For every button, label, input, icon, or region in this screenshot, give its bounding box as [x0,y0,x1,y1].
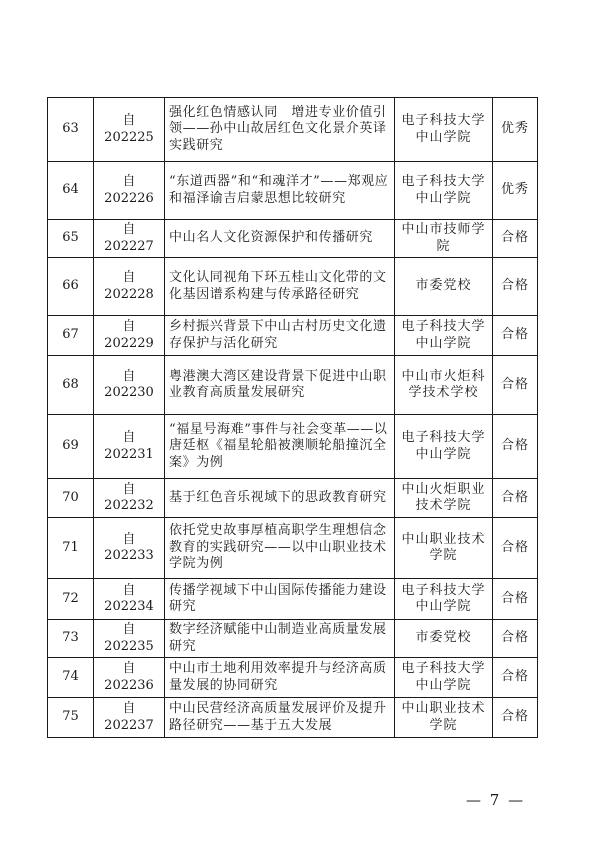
institution: 中山职业技术学院 [395,698,493,738]
grade: 合格 [493,518,538,579]
grade: 合格 [493,479,538,518]
institution: 中山职业技术学院 [395,518,493,579]
row-number: 73 [48,620,94,658]
row-number: 66 [48,258,94,316]
code-prefix: 自 [122,531,136,547]
code-number: 202232 [104,498,154,513]
code-number: 202235 [104,638,154,654]
project-code [94,698,165,738]
results-table-body [48,98,538,738]
table-row [48,220,538,258]
code-number: 202231 [104,446,154,462]
institution: 电子科技大学中山学院 [395,415,493,479]
project-code [94,98,165,162]
project-code [94,356,165,415]
code-prefix: 自 [122,481,136,497]
page-number: — 7 — [466,791,526,809]
row-number: 69 [48,415,94,479]
code-prefix: 自 [122,368,136,384]
project-title: 传播学视域下中山国际传播能力建设研究 [165,579,395,620]
row-number: 70 [48,479,94,518]
grade: 合格 [493,220,538,258]
table-row [48,258,538,316]
table-row [48,479,538,518]
grade: 合格 [493,258,538,316]
code-number: 202233 [104,548,154,563]
code-number: 202229 [104,335,154,351]
code-prefix: 自 [122,222,136,237]
code-prefix: 自 [122,319,136,334]
row-number: 63 [48,98,94,162]
grade: 优秀 [493,98,538,162]
table-row [48,415,538,479]
code-number: 202236 [104,677,154,693]
project-code [94,620,165,658]
code-number: 202230 [104,385,154,400]
code-prefix: 自 [122,270,136,285]
project-title: 文化认同视角下环五桂山文化带的文化基因谱系构建与传承路径研究 [165,258,395,316]
grade: 合格 [493,579,538,620]
code-prefix: 自 [122,661,136,676]
institution: 中山市技师学院 [395,220,493,258]
project-title: 数字经济赋能中山制造业高质量发展研究 [165,620,395,658]
row-number: 74 [48,658,94,698]
row-number: 72 [48,579,94,620]
institution: 电子科技大学中山学院 [395,162,493,220]
table-row [48,698,538,738]
code-prefix: 自 [122,113,136,128]
project-title: “福星号海难”事件与社会变革——以唐廷枢《福星轮船被澳顺轮船撞沉全案》为例 [165,415,395,479]
project-code [94,220,165,258]
code-number: 202234 [104,599,154,614]
grade: 合格 [493,658,538,698]
table-row [48,98,538,162]
grade: 合格 [493,620,538,658]
row-number: 75 [48,698,94,738]
project-title: 依托党史故事厚植高职学生理想信念教育的实践研究——以中山职业技术学院为例 [165,518,395,579]
grade: 合格 [493,356,538,415]
table-row [48,579,538,620]
institution: 市委党校 [395,258,493,316]
project-code [94,479,165,518]
project-code [94,258,165,316]
institution: 电子科技大学中山学院 [395,658,493,698]
grade: 合格 [493,415,538,479]
row-number: 64 [48,162,94,220]
project-code [94,415,165,479]
code-number: 202237 [104,717,154,733]
project-title: 中山市土地利用效率提升与经济高质量发展的协同研究 [165,658,395,698]
table-row [48,162,538,220]
row-number: 68 [48,356,94,415]
code-prefix: 自 [122,430,136,445]
table-row [48,620,538,658]
row-number: 67 [48,316,94,356]
grade: 合格 [493,698,538,738]
project-title: “东道西器”和“和魂洋才”——郑观应和福泽谕吉启蒙思想比较研究 [165,162,395,220]
results-table [47,97,538,738]
institution: 中山火炬职业技术学院 [395,479,493,518]
project-title: 强化红色情感认同 增进专业价值引领——孙中山故居红色文化景介英译实践研究 [165,98,395,162]
code-number: 202225 [104,129,154,145]
institution: 中山市火炬科学技术学校 [395,356,493,415]
code-number: 202226 [104,190,154,206]
institution: 市委党校 [395,620,493,658]
code-prefix: 自 [122,622,136,637]
code-number: 202227 [104,238,154,254]
table-row [48,658,538,698]
project-code [94,658,165,698]
table-row [48,316,538,356]
project-title: 中山名人文化资源保护和传播研究 [165,220,395,258]
project-code [94,316,165,356]
institution: 电子科技大学中山学院 [395,316,493,356]
institution: 电子科技大学中山学院 [395,98,493,162]
project-title: 粤港澳大湾区建设背景下促进中山职业教育高质量发展研究 [165,356,395,415]
project-title: 乡村振兴背景下中山古村历史文化遗存保护与活化研究 [165,316,395,356]
grade: 合格 [493,316,538,356]
institution: 电子科技大学中山学院 [395,579,493,620]
code-number: 202228 [104,286,154,302]
code-prefix: 自 [122,701,136,716]
row-number: 65 [48,220,94,258]
project-title: 基于红色音乐视域下的思政教育研究 [165,479,395,518]
row-number: 71 [48,518,94,579]
table-row [48,356,538,415]
project-code [94,162,165,220]
project-code [94,579,165,620]
project-code [94,518,165,579]
code-prefix: 自 [122,582,136,598]
project-title: 中山民营经济高质量发展评价及提升路径研究——基于五大发展 [165,698,395,738]
table-row [48,518,538,579]
code-prefix: 自 [122,174,136,189]
grade: 优秀 [493,162,538,220]
